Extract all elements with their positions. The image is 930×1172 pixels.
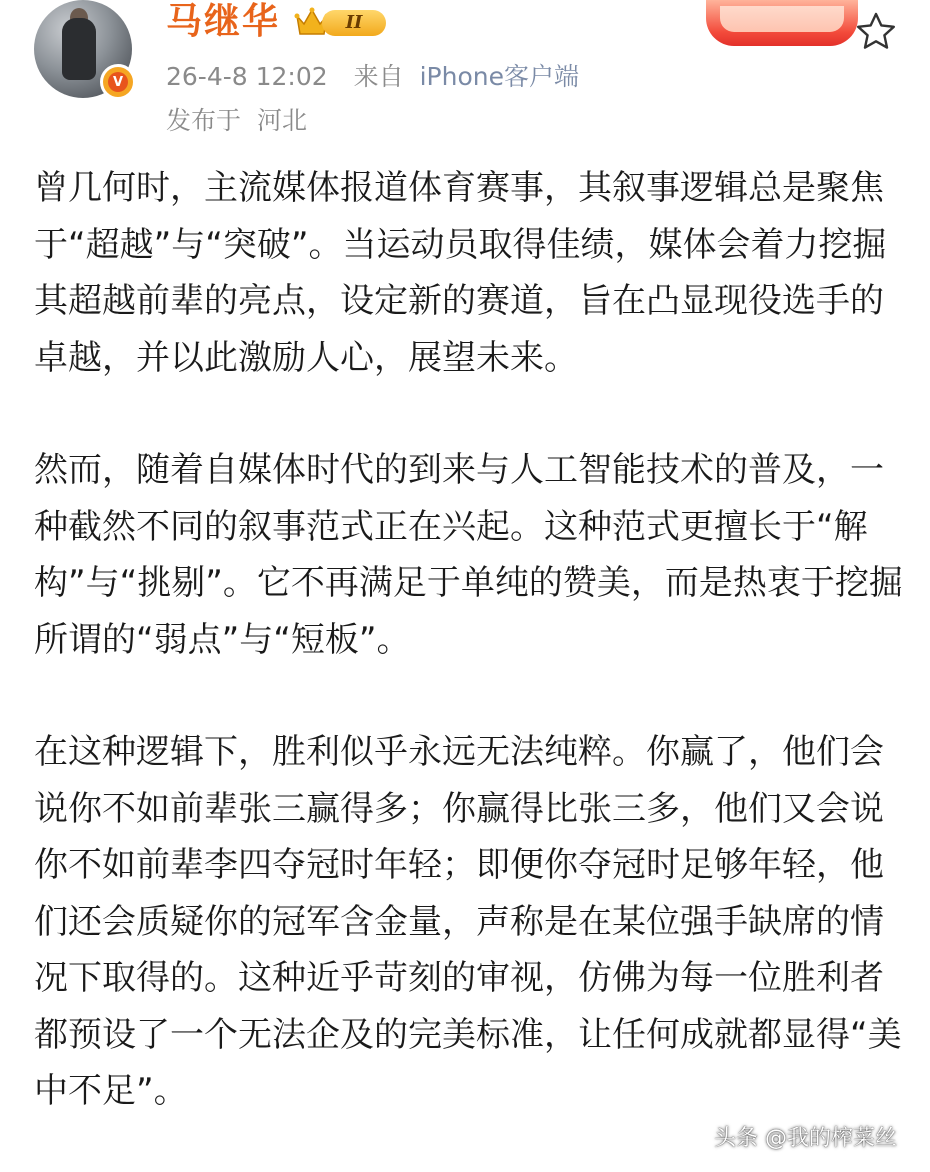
- location-value: 河北: [256, 106, 307, 135]
- post-meta: [166, 60, 579, 94]
- favorite-star-icon[interactable]: [854, 10, 898, 54]
- post-location: [166, 104, 307, 138]
- promo-banner[interactable]: [706, 0, 858, 46]
- location-prefix: 发布于: [166, 106, 242, 135]
- watermark: 头条 @我的榨菜丝: [714, 1126, 897, 1151]
- avatar-figure: [62, 18, 96, 80]
- post-header: [0, 0, 930, 150]
- source-prefix: 来自: [353, 62, 404, 91]
- source-link[interactable]: iPhone客户端: [419, 62, 579, 91]
- author-name[interactable]: 马继华: [166, 1, 281, 42]
- rank-level: II: [322, 10, 386, 36]
- post-paragraph-3: 在这种逻辑下，胜利似乎永远无法纯粹。你赢了，他们会说你不如前辈张三赢得多；你赢得比张三多，他们又会说你不如前辈李四夺冠时年轻；即便你夺冠时足够年轻，他们还会质疑你的冠军含金量，声称是在某位强手缺席的情况下取得的。这种近乎苛刻的审视，仿佛为每一位胜利者都预设了一个无法企及的完美标准，让任何成就都显得“美中不足”。: [34, 732, 902, 1111]
- post-paragraph-1: 曾几何时，主流媒体报道体育赛事，其叙事逻辑总是聚焦于“超越”与“突破”。当运动员取得佳绩，媒体会着力挖掘其超越前辈的亮点，设定新的赛道，旨在凸显现役选手的卓越，并以此激励人心，展望未来。: [34, 168, 887, 378]
- rank-badge[interactable]: [294, 4, 392, 40]
- post-body: [34, 160, 904, 1120]
- post-paragraph-2: 然而，随着自媒体时代的到来与人工智能技术的普及，一种截然不同的叙事范式正在兴起。这种范式更擅长于“解构”与“挑剔”。它不再满足于单纯的赞美，而是热衷于挖掘所谓的“弱点”与“短板”。: [34, 450, 903, 660]
- post-time: 26-4-8 12:02: [166, 62, 328, 91]
- verified-v-icon: V: [100, 64, 136, 100]
